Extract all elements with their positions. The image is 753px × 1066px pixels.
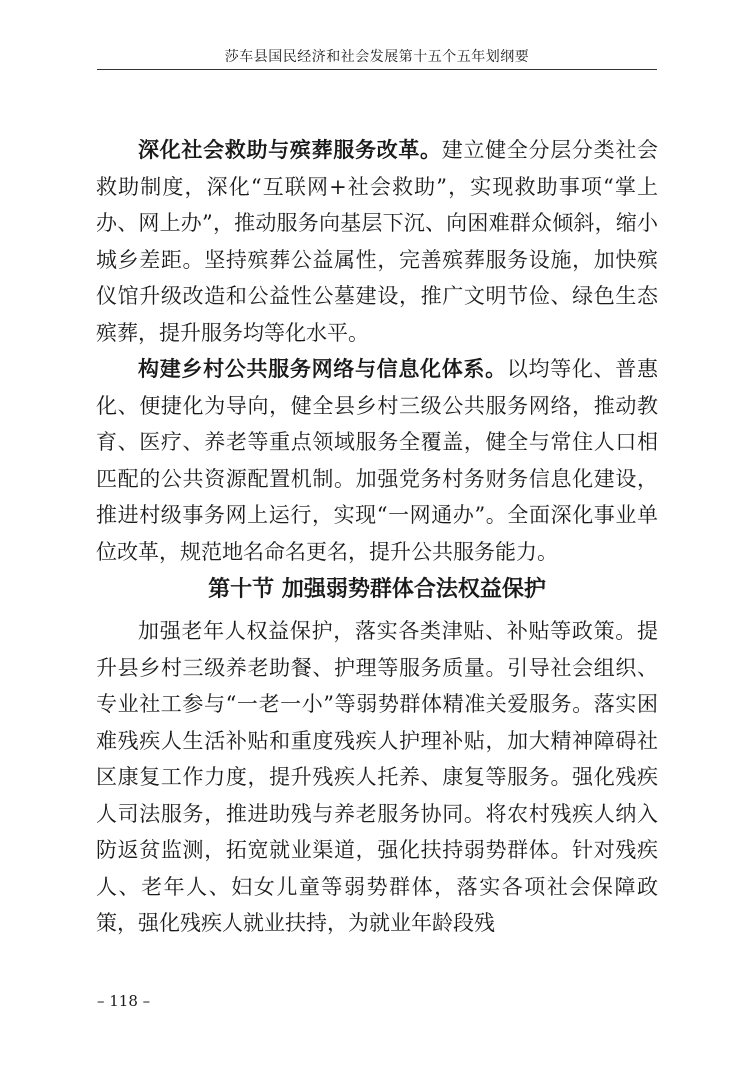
header-rule <box>97 69 657 70</box>
paragraph-text: 加强老年人权益保护，落实各类津贴、补贴等政策。提升县乡村三级养老助餐、护理等服务质量。引导社会组织、专业社工参与“一老一小”等弱势群体精准关爱服务。落实困难残疾人生活补贴和重度残疾人护理补贴，加大精神障碍社区康复工作力度，提升残疾人托养、康复等服务。强化残疾人司法服务，推进助残与养老服务协同。将农村残疾人纳入防返贫监测，拓宽就业渠道，强化扶持弱势群体。针对残疾人、老年人、妇女儿童等弱势群体，落实各项社会保障政策，强化残疾人就业扶持，为就业年龄段残 <box>96 619 658 935</box>
page-number: – 118 – <box>97 992 151 1010</box>
paragraph-text: 以均等化、普惠化、便捷化为导向，健全县乡村三级公共服务网络，推动教育、医疗、养老等重点领域服务全覆盖，健全与常住人口相匹配的公共资源配置机制。加强党务村务财务信息化建设，推进村级事务网上运行，实现“一网通办”。全面深化事业单位改革，规范地名命名更名，提升公共服务能力。 <box>96 357 659 564</box>
paragraph-social-assistance <box>96 132 658 351</box>
section-heading: 第十节 加强弱势群体合法权益保护 <box>208 577 546 602</box>
paragraph-text: 建立健全分层分类社会救助制度，深化“互联网+社会救助”，实现救助事项“掌上办、网上办”，推动服务向基层下沉、向困难群众倾斜，缩小城乡差距。坚持殡葬公益属性，完善殡葬服务设施，加快殡仪馆升级改造和公益性公墓建设，推广文明节俭、绿色生态殡葬，提升服务均等化水平。 <box>96 138 659 345</box>
paragraph-rural-services <box>96 351 658 570</box>
paragraph-lead: 深化社会救助与殡葬服务改革。 <box>138 137 442 162</box>
header-title: 莎车县国民经济和社会发展第十五个五年划纲要 <box>224 49 530 65</box>
paragraph-lead: 构建乡村公共服务网络与信息化体系。 <box>138 356 507 381</box>
paragraph-vulnerable-groups <box>96 613 658 942</box>
